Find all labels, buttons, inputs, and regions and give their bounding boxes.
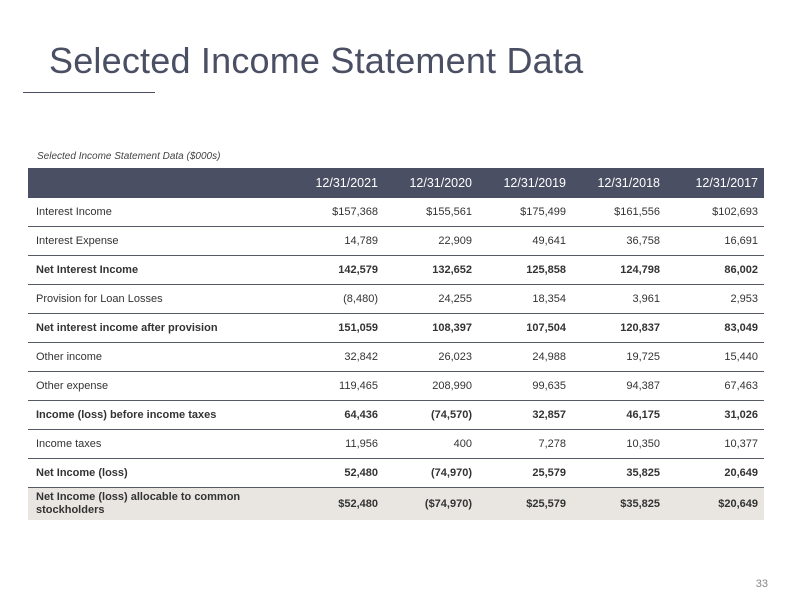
table-cell: 67,463 bbox=[666, 372, 764, 401]
table-cell: 400 bbox=[384, 430, 478, 459]
row-label: Interest Expense bbox=[28, 227, 290, 256]
table-cell: 46,175 bbox=[572, 401, 666, 430]
table-cell: 86,002 bbox=[666, 256, 764, 285]
table-cell: 24,988 bbox=[478, 343, 572, 372]
table-row bbox=[28, 343, 764, 372]
table-cell: 24,255 bbox=[384, 285, 478, 314]
page-number: 33 bbox=[755, 578, 768, 590]
table-cell: 3,961 bbox=[572, 285, 666, 314]
table-row bbox=[28, 372, 764, 401]
table-cell: 132,652 bbox=[384, 256, 478, 285]
table-cell: 26,023 bbox=[384, 343, 478, 372]
title-underline bbox=[23, 92, 155, 93]
table-cell: 20,649 bbox=[666, 459, 764, 488]
table-cell: $20,649 bbox=[666, 488, 764, 521]
table-cell: 11,956 bbox=[290, 430, 384, 459]
page-title: Selected Income Statement Data bbox=[49, 40, 584, 81]
income-statement-table bbox=[28, 168, 764, 520]
table-cell: 124,798 bbox=[572, 256, 666, 285]
table-cell: 32,842 bbox=[290, 343, 384, 372]
table-cell: ($74,970) bbox=[384, 488, 478, 521]
table-cell: 10,377 bbox=[666, 430, 764, 459]
row-label: Interest Income bbox=[28, 198, 290, 227]
row-label: Income (loss) before income taxes bbox=[28, 401, 290, 430]
table-cell: 49,641 bbox=[478, 227, 572, 256]
row-label: Net Interest Income bbox=[28, 256, 290, 285]
table-cell: 208,990 bbox=[384, 372, 478, 401]
row-label: Provision for Loan Losses bbox=[28, 285, 290, 314]
column-header: 12/31/2017 bbox=[666, 168, 764, 198]
table-cell: 83,049 bbox=[666, 314, 764, 343]
table-cell: $175,499 bbox=[478, 198, 572, 227]
table-row bbox=[28, 401, 764, 430]
table-row bbox=[28, 227, 764, 256]
table-cell: 125,858 bbox=[478, 256, 572, 285]
row-label: Net Income (loss) allocable to common stockholders bbox=[28, 488, 290, 521]
row-label: Income taxes bbox=[28, 430, 290, 459]
table-cell: 36,758 bbox=[572, 227, 666, 256]
table-cell: 10,350 bbox=[572, 430, 666, 459]
table-cell: $161,556 bbox=[572, 198, 666, 227]
table-cell: 25,579 bbox=[478, 459, 572, 488]
row-label: Other expense bbox=[28, 372, 290, 401]
table-row bbox=[28, 430, 764, 459]
table-row bbox=[28, 256, 764, 285]
table-cell: 99,635 bbox=[478, 372, 572, 401]
table-cell: 2,953 bbox=[666, 285, 764, 314]
table-cell: 108,397 bbox=[384, 314, 478, 343]
row-label: Net interest income after provision bbox=[28, 314, 290, 343]
table-cell: (8,480) bbox=[290, 285, 384, 314]
table-cell: 14,789 bbox=[290, 227, 384, 256]
table-row bbox=[28, 198, 764, 227]
table-cell: 120,837 bbox=[572, 314, 666, 343]
table-cell: 22,909 bbox=[384, 227, 478, 256]
table-cell: 52,480 bbox=[290, 459, 384, 488]
column-header: 12/31/2021 bbox=[290, 168, 384, 198]
table-cell: $157,368 bbox=[290, 198, 384, 227]
table-cell: 107,504 bbox=[478, 314, 572, 343]
table-cell: (74,570) bbox=[384, 401, 478, 430]
table-cell: 7,278 bbox=[478, 430, 572, 459]
table-cell: 119,465 bbox=[290, 372, 384, 401]
table-caption: Selected Income Statement Data ($000s) bbox=[37, 151, 221, 162]
table-cell: $25,579 bbox=[478, 488, 572, 521]
table-row bbox=[28, 314, 764, 343]
table-header-row bbox=[28, 168, 764, 198]
column-header: 12/31/2020 bbox=[384, 168, 478, 198]
table-cell: 15,440 bbox=[666, 343, 764, 372]
table-cell: 94,387 bbox=[572, 372, 666, 401]
table-cell: 64,436 bbox=[290, 401, 384, 430]
table-row bbox=[28, 285, 764, 314]
table-cell: $52,480 bbox=[290, 488, 384, 521]
column-header: 12/31/2019 bbox=[478, 168, 572, 198]
table-cell: $155,561 bbox=[384, 198, 478, 227]
table-cell: $35,825 bbox=[572, 488, 666, 521]
table-cell: 32,857 bbox=[478, 401, 572, 430]
table-cell: (74,970) bbox=[384, 459, 478, 488]
table-row bbox=[28, 459, 764, 488]
row-label: Other income bbox=[28, 343, 290, 372]
column-header: 12/31/2018 bbox=[572, 168, 666, 198]
table-cell: 35,825 bbox=[572, 459, 666, 488]
column-header bbox=[28, 168, 290, 198]
table-row bbox=[28, 488, 764, 521]
table-cell: 18,354 bbox=[478, 285, 572, 314]
table-cell: 151,059 bbox=[290, 314, 384, 343]
table-cell: 19,725 bbox=[572, 343, 666, 372]
row-label: Net Income (loss) bbox=[28, 459, 290, 488]
table-cell: 142,579 bbox=[290, 256, 384, 285]
table-cell: 16,691 bbox=[666, 227, 764, 256]
table-cell: $102,693 bbox=[666, 198, 764, 227]
table-cell: 31,026 bbox=[666, 401, 764, 430]
